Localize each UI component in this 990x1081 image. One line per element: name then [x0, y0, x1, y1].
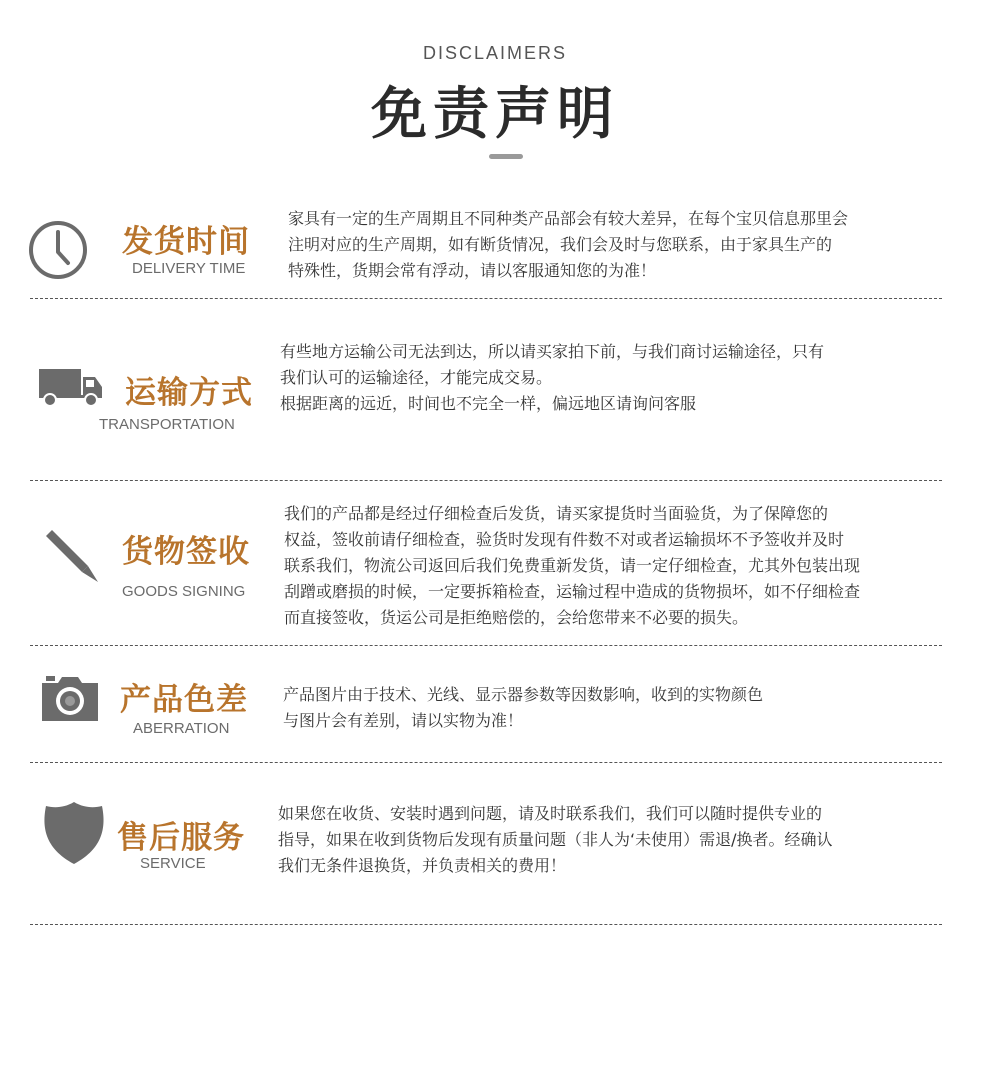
divider — [30, 480, 942, 481]
divider — [30, 762, 942, 763]
text-line: 权益，签收前请仔细检查，验货时发现有件数不对或者运输损坏不予签收并及时 — [284, 530, 845, 549]
text-line: 根据距离的远近，时间也不完全一样，偏远地区请询问客服 — [280, 394, 697, 413]
header-subtitle: DISCLAIMERS — [422, 43, 568, 63]
text-line: 如果您在收货、安装时遇到问题，请及时联系我们，我们可以随时提供专业的 — [278, 804, 823, 823]
section-text — [288, 206, 848, 284]
divider — [30, 924, 942, 925]
text-line: 指导，如果在收到货物后发现有质量问题（非人为‘未使用）需退/换者。经确认 — [278, 830, 833, 849]
clock-icon — [27, 219, 89, 281]
text-line: 我们无条件退换货，并负责相关的费用！ — [278, 856, 567, 875]
section-title: 产品色差 — [120, 682, 248, 718]
text-line: 家具有一定的生产周期且不同种类产品部会有较大差异，在每个宝贝信息那里会 — [288, 209, 849, 228]
header-underline — [489, 154, 523, 159]
section-subtitle: ABERRATION — [133, 720, 230, 737]
text-line: 我们认可的运输途径，才能完成交易。 — [280, 368, 553, 387]
page-title: 免责声明 — [371, 82, 619, 147]
section-subtitle: TRANSPORTATION — [99, 416, 235, 433]
text-line: 产品图片由于技术、光线、显示器参数等因数影响，收到的实物颜色 — [283, 685, 764, 704]
divider — [30, 298, 942, 299]
text-line: 联系我们，物流公司返回后我们免费重新发货，请一定仔细检查，尤其外包装出现 — [284, 556, 861, 575]
section-title: 售后服务 — [117, 820, 245, 856]
section-text — [283, 682, 763, 734]
section-subtitle: DELIVERY TIME — [132, 260, 246, 277]
text-line: 我们的产品都是经过仔细检查后发货，请买家提货时当面验货，为了保障您的 — [284, 504, 829, 523]
shield-icon — [42, 800, 106, 866]
section-title: 发货时间 — [122, 224, 250, 260]
section-title: 运输方式 — [125, 375, 253, 411]
section-text — [284, 501, 860, 631]
section-text — [280, 339, 824, 417]
pen-icon — [44, 528, 100, 584]
text-line: 刮蹭或磨损的时候，一定要拆箱检查，运输过程中造成的货物损坏，如不仔细检查 — [284, 582, 861, 601]
truck-icon — [39, 367, 103, 407]
section-subtitle: SERVICE — [140, 855, 206, 872]
text-line: 有些地方运输公司无法到达，所以请买家拍下前，与我们商讨运输途径，只有 — [280, 342, 825, 361]
text-line: 而直接签收，货运公司是拒绝赔偿的，会给您带来不必要的损失。 — [284, 608, 749, 627]
text-line: 注明对应的生产周期，如有断货情况，我们会及时与您联系，由于家具生产的 — [288, 235, 833, 254]
section-subtitle: GOODS SIGNING — [122, 583, 246, 600]
section-title: 货物签收 — [122, 534, 250, 570]
section-text — [278, 801, 832, 879]
divider — [30, 645, 942, 646]
camera-icon — [42, 675, 98, 721]
text-line: 特殊性，货期会常有浮动，请以客服通知您的为准！ — [288, 261, 657, 280]
text-line: 与图片会有差别，请以实物为准！ — [283, 711, 524, 730]
